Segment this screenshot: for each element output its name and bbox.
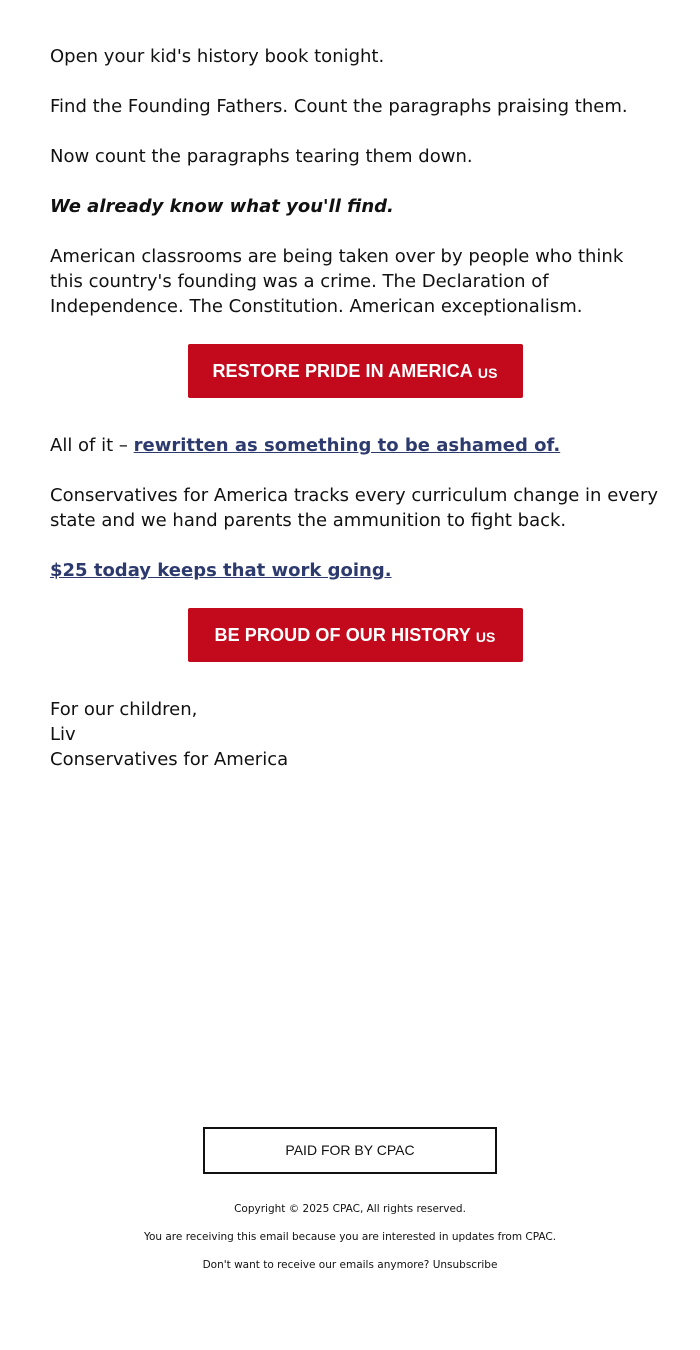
rewritten-prefix: All of it – <box>50 435 134 456</box>
rewritten-link[interactable]: rewritten as something to be ashamed of. <box>133 435 561 456</box>
proud-history-button[interactable] <box>188 608 523 662</box>
donate-paragraph <box>50 558 660 583</box>
signoff-line: For our children, <box>50 699 198 720</box>
tracks-paragraph: Conservatives for America tracks every curriculum change in every state and we hand parents the ammunition to fight back. <box>50 485 659 531</box>
cta-proud-history-wrapper <box>50 608 660 662</box>
intro-paragraph: Open your kid's history book tonight. <box>50 46 385 67</box>
restore-pride-button[interactable] <box>188 344 523 398</box>
emphasis-paragraph: We already know what you'll find. <box>50 196 394 217</box>
restore-pride-label: RESTORE PRIDE IN AMERICA <box>212 360 473 381</box>
founding-fathers-paragraph: Find the Founding Fathers. Count the paragraphs praising them. <box>50 96 628 117</box>
subscription-reason-text: You are receiving this email because you are interested in updates from CPAC. <box>143 1231 557 1243</box>
signoff-organization: Conservatives for America <box>50 749 289 770</box>
us-flag-icon: US <box>475 628 496 645</box>
email-footer <box>0 1127 700 1272</box>
rewritten-paragraph <box>50 433 660 458</box>
email-body <box>50 44 660 772</box>
us-flag-icon: US <box>477 364 498 381</box>
cta-restore-pride-wrapper <box>50 344 660 398</box>
unsubscribe-link[interactable]: Unsubscribe <box>432 1259 498 1271</box>
proud-history-label: BE PROUD OF OUR HISTORY <box>214 624 471 645</box>
unsubscribe-prefix: Don't want to receive our emails anymore? <box>202 1259 433 1271</box>
donate-link[interactable]: $25 today keeps that work going. <box>50 560 392 581</box>
classrooms-paragraph: American classrooms are being taken over by people who think this country's founding was a crime. The Declaration of Independence. The Constitution. American exceptionalism. <box>50 246 624 317</box>
copyright-text: Copyright © 2025 CPAC, All rights reserved. <box>234 1203 466 1215</box>
unsubscribe-line <box>0 1258 700 1272</box>
signoff <box>50 697 660 772</box>
tearing-down-paragraph: Now count the paragraphs tearing them down. <box>50 146 473 167</box>
signoff-name: Liv <box>50 724 76 745</box>
paid-for-box: PAID FOR BY CPAC <box>203 1127 497 1174</box>
